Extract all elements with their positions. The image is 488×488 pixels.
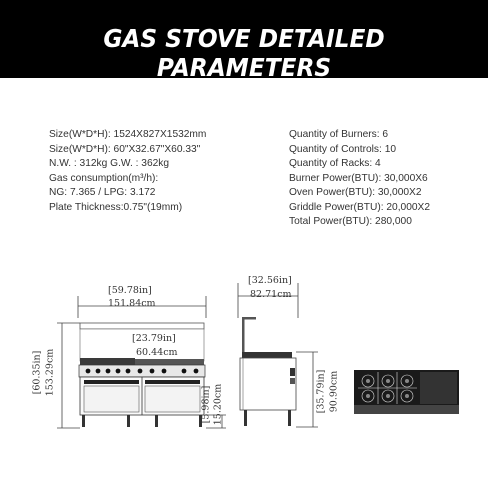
spec-gas-consumption: Gas consumption(m³/h): bbox=[49, 172, 159, 184]
spec-size-mm: Size(W*D*H): 1524X827X1532mm bbox=[49, 129, 207, 140]
depth-cm-label: 82.71cm bbox=[250, 289, 292, 300]
spec-size-in: Size(W*D*H): 60"X32.67"X60.33" bbox=[49, 143, 201, 155]
spec-gas-values: NG: 7.365 / LPG: 3.172 bbox=[49, 187, 156, 198]
depth-in-label: [32.56in] bbox=[248, 275, 292, 286]
spec-plate-thickness: Plate Thickness:0.75"(19mm) bbox=[49, 201, 183, 213]
side-height-in-label: [35.79in] bbox=[315, 369, 327, 414]
front-width-in-label: [59.78in] bbox=[108, 285, 152, 296]
spec-burner-power: Burner Power(BTU): 30,000X6 bbox=[289, 172, 428, 184]
spec-total-power: Total Power(BTU): 280,000 bbox=[289, 216, 412, 227]
spec-griddle-power: Griddle Power(BTU): 20,000X2 bbox=[289, 201, 430, 213]
spec-oven-power: Oven Power(BTU): 30,000X2 bbox=[289, 187, 422, 198]
front-width-cm-label: 151.84cm bbox=[108, 298, 156, 309]
page-title: GAS STOVE DETAILED PARAMETERS bbox=[103, 24, 385, 82]
leg-height-cm-label: 15.20cm bbox=[212, 383, 224, 426]
griddle-width-in-label: [23.79in] bbox=[132, 333, 176, 344]
spec-burners: Quantity of Burners: 6 bbox=[289, 129, 389, 140]
griddle-width-cm-label: 60.44cm bbox=[136, 347, 178, 358]
spec-racks: Quantity of Racks: 4 bbox=[289, 158, 381, 169]
total-height-dimension bbox=[57, 323, 80, 428]
stove-top-view bbox=[354, 370, 459, 414]
total-height-in-label: [60.35in] bbox=[31, 350, 43, 395]
stove-side-view bbox=[240, 317, 296, 426]
leg-height-in-label: [5.98in] bbox=[200, 385, 212, 424]
total-height-cm-label: 153.29cm bbox=[44, 348, 56, 397]
side-height-cm-label: 90.90cm bbox=[328, 370, 340, 413]
spec-weight: N.W. : 312kg G.W. : 362kg bbox=[49, 158, 170, 169]
spec-controls: Quantity of Controls: 10 bbox=[289, 143, 397, 155]
